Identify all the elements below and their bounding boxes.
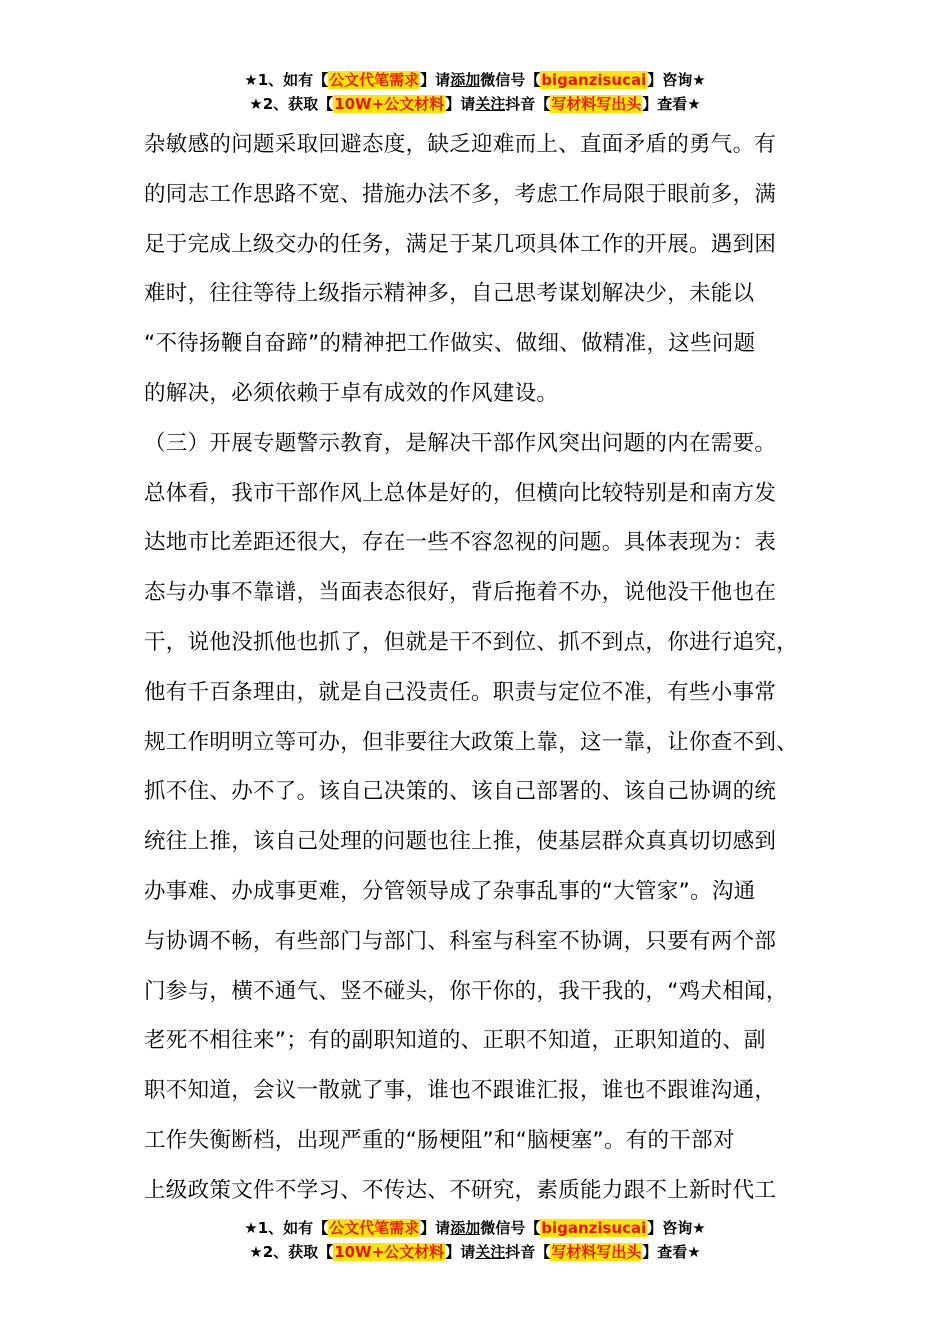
banner-line-2 bbox=[0, 92, 950, 116]
body-line: 干，说他没抓他也抓了，但就是干不到位、抓不到点，你进行追究， bbox=[144, 629, 799, 655]
body-line: 老死不相往来”；有的副职知道的、正职不知道，正职知道的、副 bbox=[144, 1028, 766, 1054]
banner-underlined: 添加 bbox=[450, 71, 481, 89]
banner-line-2 bbox=[0, 1240, 950, 1264]
banner-text: 】请 bbox=[445, 95, 476, 113]
banner-highlight: biganzisucai bbox=[541, 1219, 647, 1237]
banner-text: ★2、获取【 bbox=[249, 1243, 334, 1261]
body-line: 办事难、办成事更难，分管领导成了杂事乱事的“大管家”。沟通 bbox=[144, 878, 756, 904]
banner-highlight: 写材料写出头 bbox=[551, 95, 642, 113]
banner-line-1 bbox=[0, 68, 950, 92]
body-line: 足于完成上级交办的任务，满足于某几项具体工作的开展。遇到困 bbox=[144, 231, 777, 257]
body-line: 上级政策文件不学习、不传达、不研究，素质能力跟不上新时代工 bbox=[144, 1177, 777, 1203]
banner-highlight: 10W+公文材料 bbox=[334, 95, 445, 113]
body-line: 工作失衡断档，出现严重的“肠梗阻”和“脑梗塞”。有的干部对 bbox=[144, 1127, 735, 1153]
banner-text: 】咨询★ bbox=[647, 71, 706, 89]
banner-text: ★2、获取【 bbox=[249, 95, 334, 113]
banner-text: 抖音【 bbox=[505, 95, 551, 113]
banner-text: 】咨询★ bbox=[647, 1219, 706, 1237]
body-line: 规工作明明立等可办，但非要往大政策上靠，这一靠，让你查不到、 bbox=[144, 729, 799, 755]
body-line: 门参与，横不通气、竖不碰头，你干你的，我干我的，“鸡犬相闻， bbox=[144, 978, 788, 1004]
banner-text: 】请 bbox=[420, 71, 451, 89]
body-line: 态与办事不靠谱，当面表态很好，背后拖着不办，说他没干他也在 bbox=[144, 580, 777, 606]
banner-text: ★1、如有【 bbox=[244, 1219, 329, 1237]
document-body bbox=[144, 120, 834, 1216]
body-line: 抓不住、办不了。该自己决策的、该自己部署的、该自己协调的统 bbox=[144, 779, 777, 805]
body-line: “不待扬鞭自奋蹄”的精神把工作做实、做细、做精准，这些问题 bbox=[144, 331, 756, 357]
banner-highlight: 公文代笔需求 bbox=[329, 1219, 420, 1237]
body-line: 杂敏感的问题采取回避态度，缺乏迎难而上、直面矛盾的勇气。有 bbox=[144, 132, 777, 157]
banner-text: 微信号【 bbox=[480, 71, 541, 89]
body-line: 他有千百条理由，就是自己没责任。职责与定位不准，有些小事常 bbox=[144, 679, 777, 705]
banner-text: 微信号【 bbox=[480, 1219, 541, 1237]
section-heading: （三）开展专题警示教育，是解决干部作风突出问题的内在需要。 bbox=[144, 430, 777, 456]
body-line: 的同志工作思路不宽、措施办法不多，考虑工作局限于眼前多，满 bbox=[144, 181, 777, 207]
banner-underlined: 添加 bbox=[450, 1219, 481, 1237]
body-line: 与协调不畅，有些部门与部门、科室与科室不协调，只要有两个部 bbox=[144, 928, 777, 954]
body-line: 达地市比差距还很大，存在一些不容忽视的问题。具体表现为：表 bbox=[144, 530, 777, 556]
header-banner bbox=[0, 68, 950, 116]
banner-text: 】请 bbox=[445, 1243, 476, 1261]
banner-text: 】查看★ bbox=[642, 95, 701, 113]
banner-text: ★1、如有【 bbox=[244, 71, 329, 89]
body-line: 统往上推，该自己处理的问题也往上推，使基层群众真真切切感到 bbox=[144, 829, 777, 855]
banner-highlight: 公文代笔需求 bbox=[329, 71, 420, 89]
banner-underlined: 关注 bbox=[475, 95, 506, 113]
banner-text: 】查看★ bbox=[642, 1243, 701, 1261]
banner-highlight: 写材料写出头 bbox=[551, 1243, 642, 1261]
banner-text: 抖音【 bbox=[505, 1243, 551, 1261]
footer-banner bbox=[0, 1216, 950, 1264]
banner-line-1 bbox=[0, 1216, 950, 1240]
banner-highlight: 10W+公文材料 bbox=[334, 1243, 445, 1261]
body-line: 难时，往往等待上级指示精神多，自己思考谋划解决少，未能以 bbox=[144, 281, 755, 307]
body-line: 的解决，必须依赖于卓有成效的作风建设。 bbox=[144, 380, 559, 406]
body-line: 职不知道，会议一散就了事，谁也不跟谁汇报，谁也不跟谁沟通， bbox=[144, 1078, 777, 1104]
banner-text: 】请 bbox=[420, 1219, 451, 1237]
banner-underlined: 关注 bbox=[475, 1243, 506, 1261]
body-line: 总体看，我市干部作风上总体是好的，但横向比较特别是和南方发 bbox=[144, 480, 777, 506]
banner-highlight: biganzisucai bbox=[541, 71, 647, 89]
